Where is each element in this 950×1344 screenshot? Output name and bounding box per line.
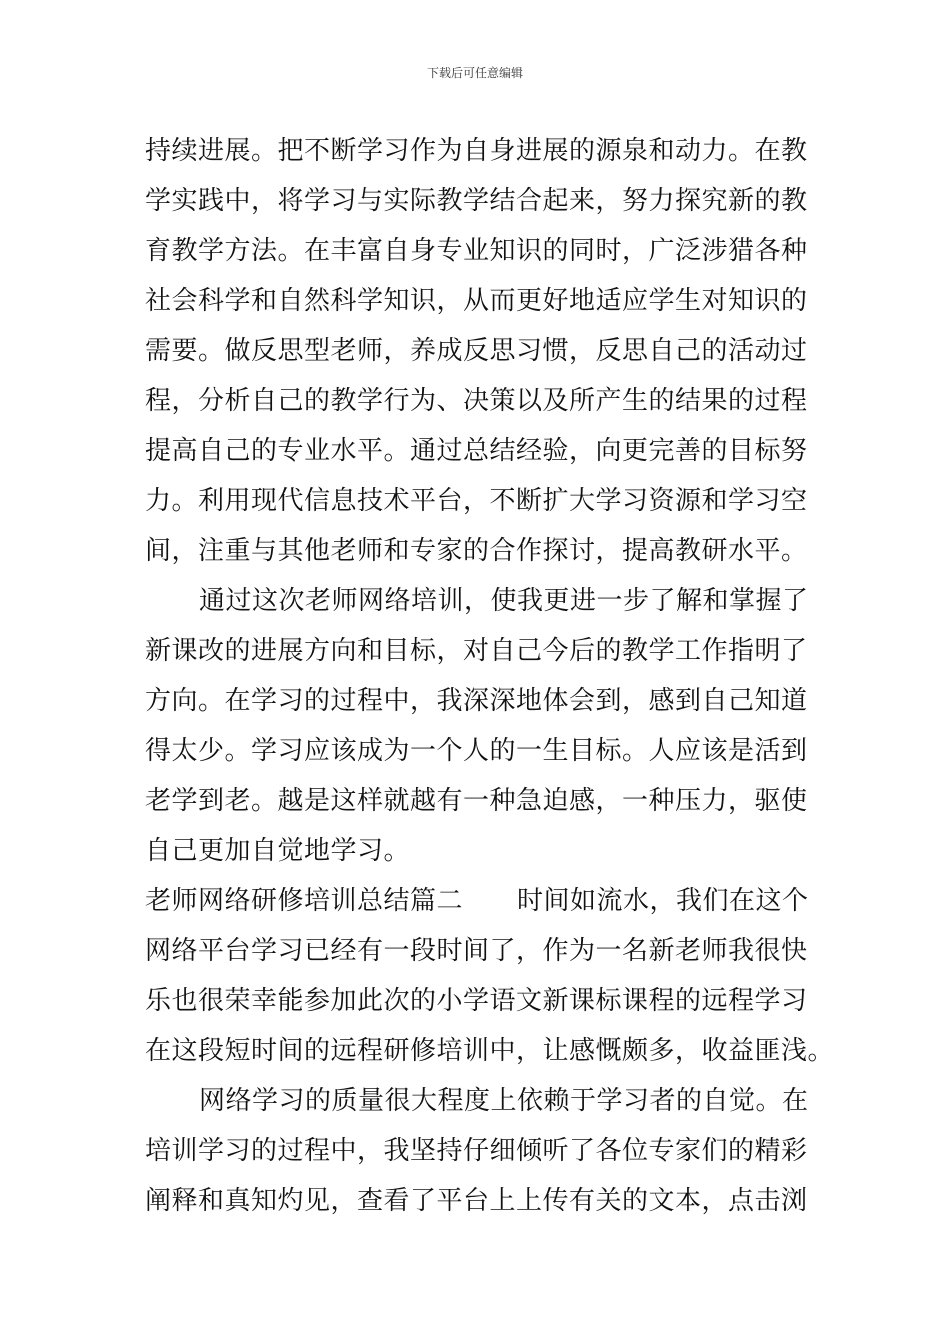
text-line-indented: 网络学习的质量很大程度上依赖于学习者的自觉。在 <box>199 1086 809 1116</box>
section-title: 老师网络研修培训总结篇二 <box>145 886 464 916</box>
text-line: 间，注重与其他老师和专家的合作探讨，提高教研水平。 <box>145 536 808 566</box>
text-line: 在这段短时间的远程研修培训中，让感慨颇多，收益匪浅。 <box>145 1036 835 1066</box>
text-line: 网络平台学习已经有一段时间了，作为一名新老师我很快 <box>145 936 808 966</box>
text-line: 育教学方法。在丰富自身专业知识的同时，广泛涉猎各种 <box>145 236 808 266</box>
text-line: 学实践中，将学习与实际教学结合起来，努力探究新的教 <box>145 186 808 216</box>
section-heading-line <box>145 881 810 921</box>
text-line-indented: 通过这次老师网络培训，使我更进一步了解和掌握了 <box>199 586 809 616</box>
text-line: 得太少。学习应该成为一个人的一生目标。人应该是活到 <box>145 736 808 766</box>
section-first-sentence: 时间如流水，我们在这个 <box>517 886 809 916</box>
text-line: 培训学习的过程中，我坚持仔细倾听了各位专家们的精彩 <box>145 1136 808 1166</box>
text-line: 老学到老。越是这样就越有一种急迫感，一种压力，驱使 <box>145 786 808 816</box>
text-line: 持续进展。把不断学习作为自身进展的源泉和动力。在教 <box>145 136 808 166</box>
text-line: 需要。做反思型老师，养成反思习惯，反思自己的活动过 <box>145 336 808 366</box>
text-line: 方向。在学习的过程中，我深深地体会到，感到自己知道 <box>145 686 808 716</box>
text-line: 提高自己的专业水平。通过总结经验，向更完善的目标努 <box>145 436 808 466</box>
text-line: 新课改的进展方向和目标，对自己今后的教学工作指明了 <box>145 636 808 666</box>
page-header: 下载后可任意编辑 <box>426 66 523 80</box>
text-line: 阐释和真知灼见，查看了平台上上传有关的文本，点击浏 <box>145 1186 808 1216</box>
text-line: 力。利用现代信息技术平台，不断扩大学习资源和学习空 <box>145 486 808 516</box>
text-line: 自己更加自觉地学习。 <box>145 836 411 866</box>
text-line: 程，分析自己的教学行为、决策以及所产生的结果的过程 <box>145 386 808 416</box>
text-line: 乐也很荣幸能参加此次的小学语文新课标课程的远程学习 <box>145 986 808 1016</box>
text-line: 社会科学和自然科学知识，从而更好地适应学生对知识的 <box>145 286 808 316</box>
